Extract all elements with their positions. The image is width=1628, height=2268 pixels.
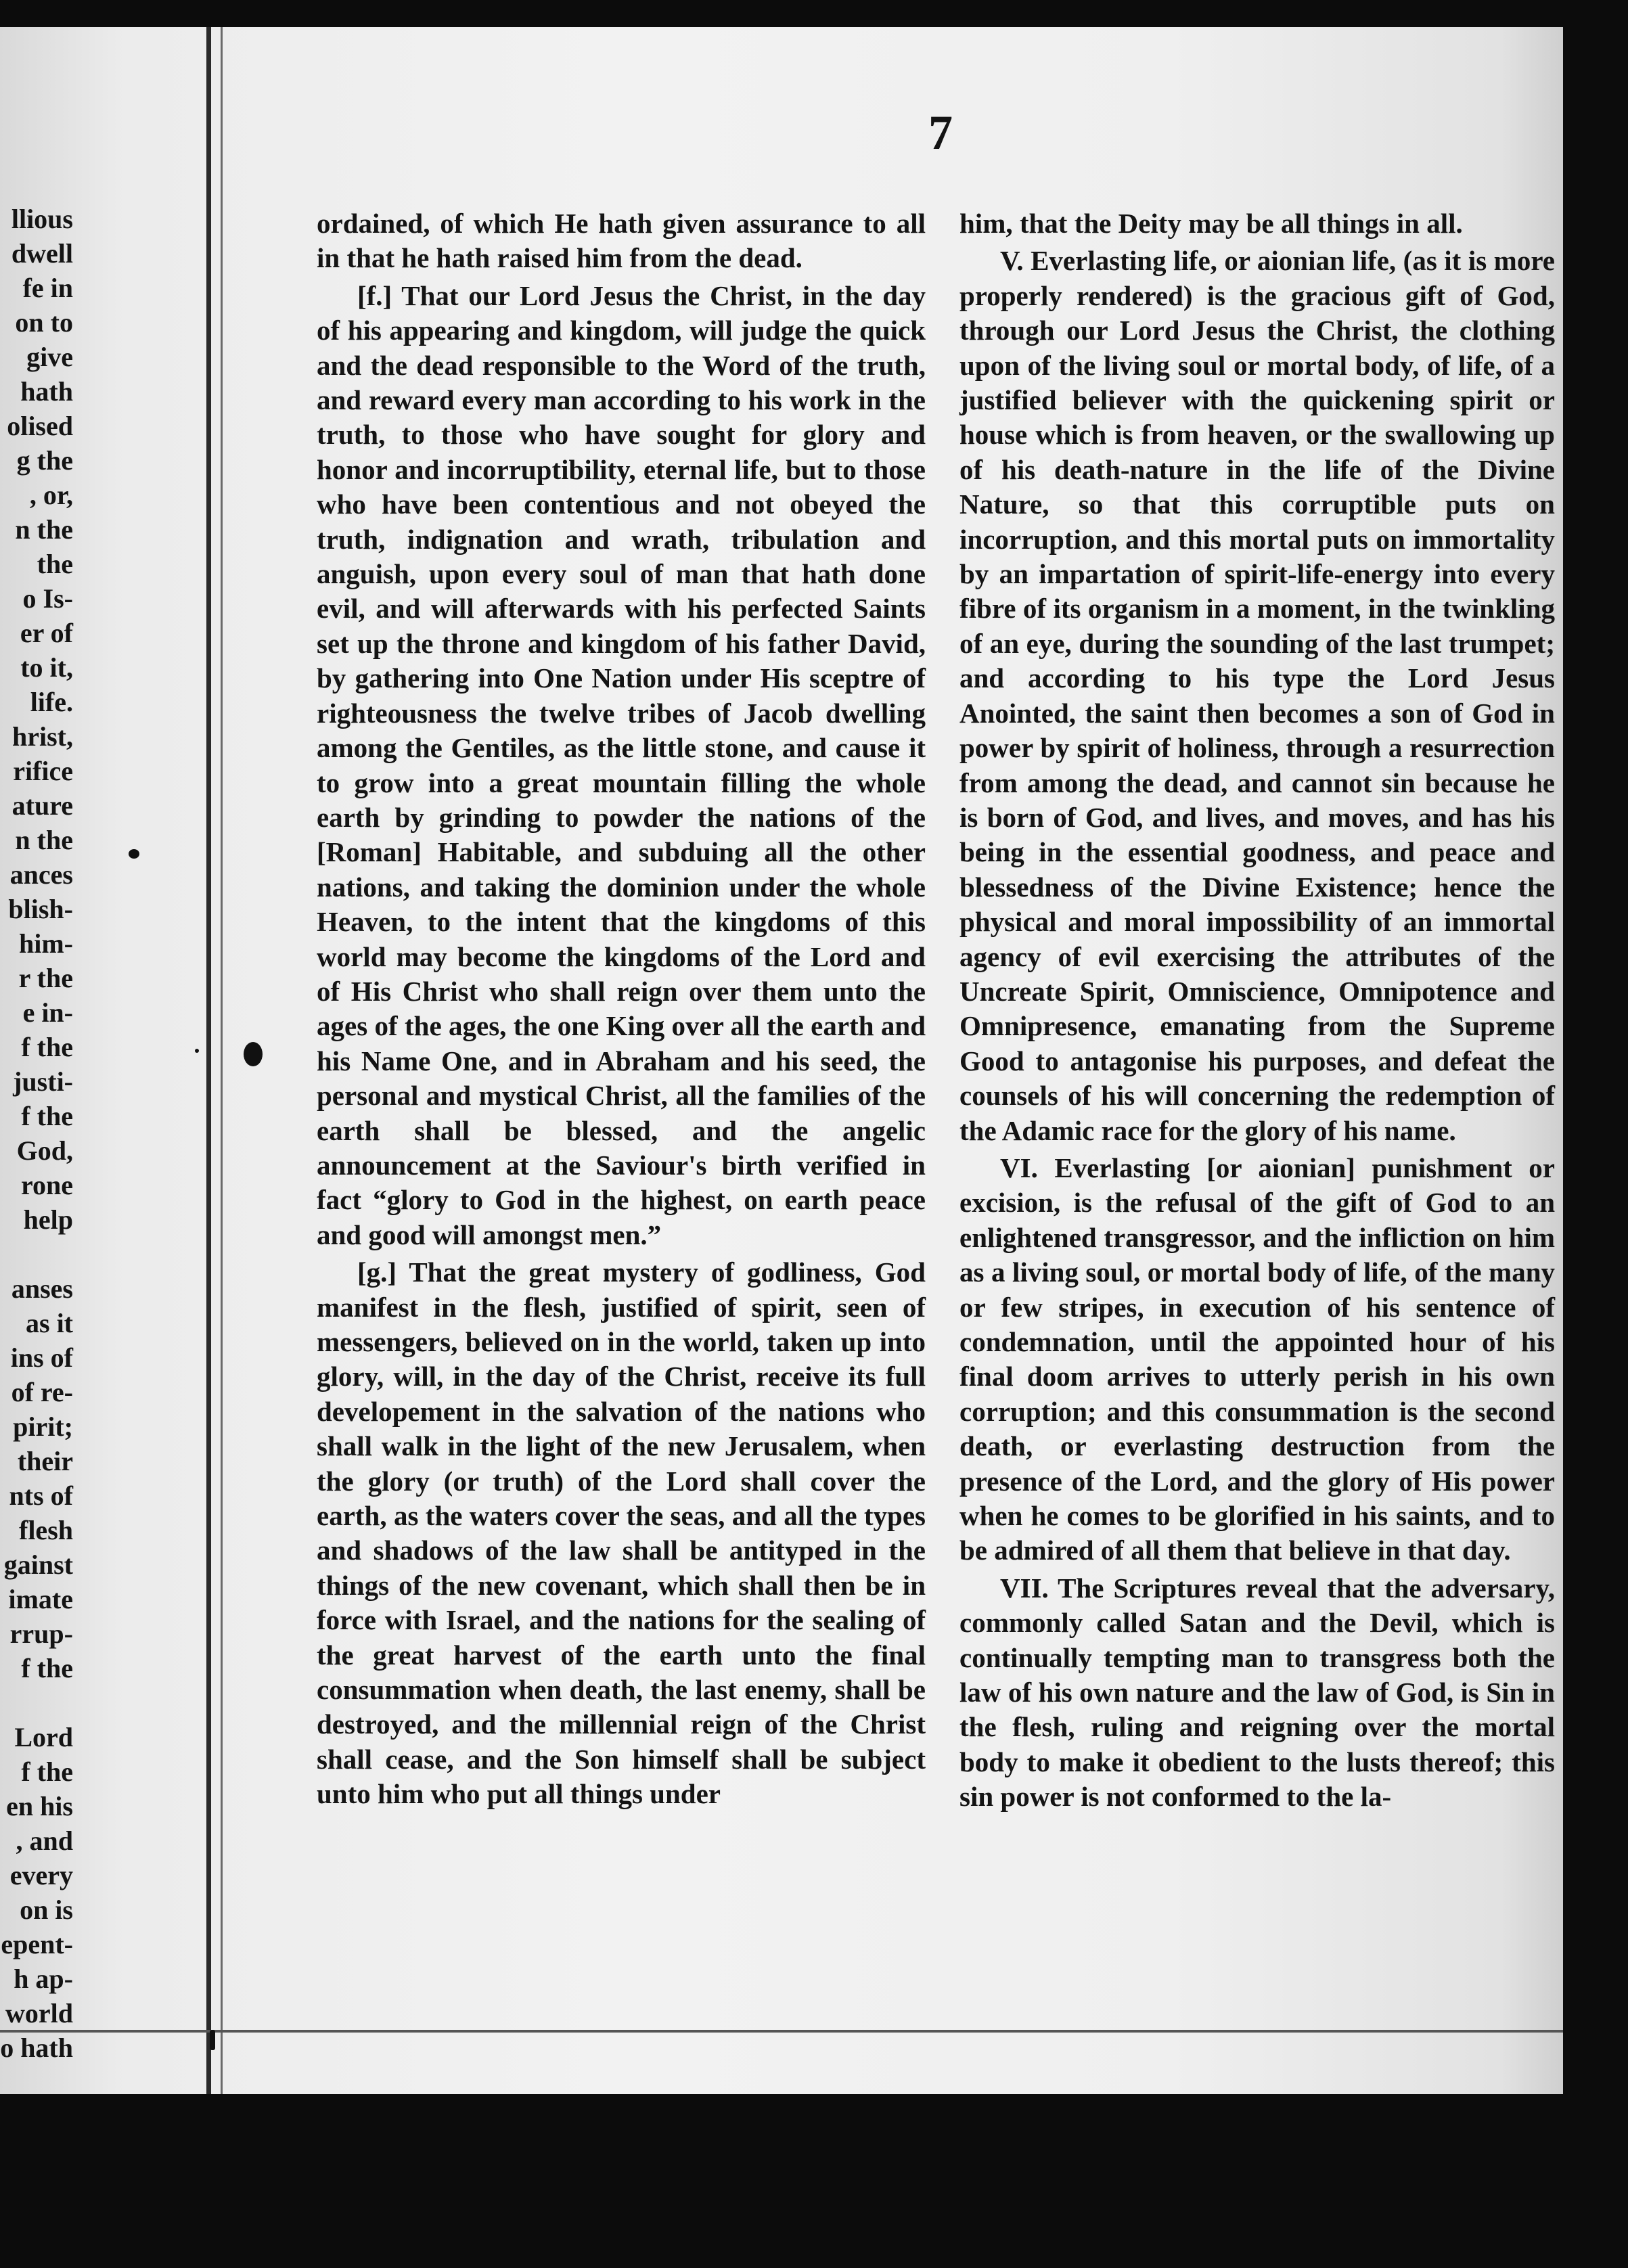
left-fragment-line: epent- [1,1929,73,1959]
paragraph-vii-scriptures: VII. The Scriptures reveal that the adversary, commonly called Satan and the Devil, which is continually tempting man to transgress both the law of his own nature and the law of God, is Sin in the flesh, ruling and reigning over the mortal body to make it obedient to the lusts thereof; this sin power is not conformed to the la- [959,1572,1555,1813]
left-fragment-line: hath [20,376,73,407]
left-fragment-line: n the [15,825,73,855]
column-rule-left [206,27,211,2094]
paragraph-continuation: ordained, of which He hath given assurance to all in that he hath raised him from the dead. [317,208,926,274]
column-rule-left-thin [221,27,223,2094]
left-fragment-line: en his [6,1791,73,1821]
left-fragment-line: as it [26,1308,73,1338]
left-fragment-line: , or, [29,480,73,510]
left-fragment-line: f the [21,1653,73,1683]
left-fragment-line: f the [21,1032,73,1062]
bottom-rule [0,2030,1563,2033]
paragraph-g: [g.] That the great mystery of godliness, God manifest in the flesh, justified of spirit, seen of messengers, believed on in the world, taken up into glory, will, in the day of the Christ, receive its full developement in the salvation of the nations who shall walk in the light of the new Jerusalem, when the glory (or truth) of the Lord shall cover the earth, as the waters cover the seas, and all the types and shadows of the law shall be antityped in the things of the new covenant, which shall then be in force with Israel, and the nations for the sealing of the great harvest of the earth unto the final consummation when death, the last enemy, shall be destroyed, and the millennial reign of the Christ shall cease, and the Son himself shall be subject unto him who put all things under [317,1256,926,1810]
left-fragment-line: every [9,1860,73,1890]
left-fragment-line: justi- [13,1066,73,1097]
newspaper-page [0,27,1563,2094]
left-fragment-line: ature [12,790,73,821]
left-fragment-line: blish- [8,894,73,924]
left-column-fragments [0,202,73,2065]
left-fragment-line [0,1237,73,1271]
left-fragment-line: llious [11,204,73,234]
left-fragment-line: ins of [10,1342,73,1373]
left-fragment-line [0,1685,73,1720]
right-column [959,206,1555,1815]
left-fragment-line: on to [15,307,73,338]
ink-blot [244,1042,263,1066]
left-fragment-line: r the [18,963,73,993]
left-fragment-line: fe in [22,273,73,303]
ink-speck [210,2030,215,2050]
left-fragment-line: f the [21,1756,73,1787]
left-fragment-line: er of [20,618,73,648]
left-fragment-line: God, [16,1135,73,1166]
left-fragment-line: world [5,1998,73,2028]
left-fragment-line: hrist, [12,721,73,752]
left-fragment-line: on is [20,1895,73,1925]
left-fragment-line: gainst [3,1549,73,1580]
left-fragment-line: flesh [19,1515,73,1545]
left-fragment-line: e in- [22,997,73,1028]
paragraph-vi-everlasting-punishment: VI. Everlasting [or aionian] punishment or excision, is the refusal of the gift of God to an enlightened transgressor, and the infliction on him as a living soul, or mortal body of life, of the many or few stripes, in execution of his sentence of condemnation, until the appointed hour of his final doom arrives to utterly perish in his own corruption; and this consummation is the second death, or everlasting destruction from the presence of the Lord, and the glory of His power when he comes to be glorified in his saints, and to be admired of all them that believe in that day. [959,1152,1555,1566]
left-fragment-line: , and [16,1825,73,1856]
left-fragment-line: g the [16,445,73,476]
left-fragment-line: ances [9,859,73,890]
left-fragment-line: rone [20,1170,73,1200]
left-fragment-line: him- [19,928,73,959]
left-fragment-line: Lord [14,1722,73,1752]
left-fragment-line: rrup- [9,1618,73,1649]
left-fragment-line: nts of [9,1480,73,1511]
left-fragment-line: the [37,549,73,579]
left-fragment-line: their [17,1446,73,1476]
left-fragment-line: n the [15,514,73,545]
left-fragment-line: dwell [11,238,73,269]
paragraph-v-everlasting-life: V. Everlasting life, or aionian life, (as it is more properly rendered) is the gracious gift of God, through our Lord Jesus the Christ, the clothing upon of the living soul or mortal body, of life, of a justified believer with the quickening spirit or house which is from heaven, or the swallowing up of his death-nature in the life of the Divine Nature, so that this corruptible puts on incorruption, and this mortal puts on immortality by an impartation of spirit-life-energy into every fibre of its organism in a moment, in the twinkling of an eye, during the sounding of the last trumpet; and according to his type the Lord Jesus Anointed, the saint then becomes a son of God in power by spirit of holiness, through a resurrection from among the dead, and cannot sin because he is born of God, and lives, and moves, and has his being in the essential goodness, and peace and blessedness of the Divine Existence; hence the physical and moral impossibility of an immortal agency of evil exercising the attributes of the Uncreate Spirit, Omniscience, Omnipotence and Omnipresence, emanating from the Supreme Good to antagonise his purposes, and defeat the counsels of his will concerning the redemption of the Adamic race for the glory of his name. [959,245,1555,1146]
paragraph-continuation-right: him, that the Deity may be all things in all. [959,208,1463,239]
ink-speck [195,1049,199,1053]
left-fragment-line: imate [8,1584,73,1614]
left-fragment-line: to it, [20,652,73,683]
left-fragment-line: f the [21,1101,73,1131]
left-fragment-line: o Is- [22,583,73,614]
left-fragment-line: help [23,1204,73,1235]
left-fragment-line: of re- [11,1377,73,1407]
left-fragment-line: pirit; [13,1411,73,1442]
left-fragment-line: give [26,342,73,372]
left-fragment-line: o hath [0,2033,73,2063]
left-fragment-line: life. [30,687,73,717]
middle-column [317,206,926,1812]
paragraph-f: [f.] That our Lord Jesus the Christ, in the day of his appearing and kingdom, will judge the quick and the dead responsible to the Word of the truth, and reward every man according to his work in the truth, to those who have sought for glory and honor and incorruptibility, eternal life, but to those who have been contentious and not obeyed the truth, indignation and wrath, tribulation and anguish, upon every soul of man that hath done evil, and will afterwards with his perfected Saints set up the throne and kingdom of his father David, by gathering into One Nation under His sceptre of righteousness the twelve tribes of Jacob dwelling among the Gentiles, as the little stone, and cause it to grow into a great mountain filling the whole earth by grinding to powder the nations of the [Roman] Habitable, and subduing all the other nations, and taking the dominion under the whole Heaven, to the intent that the kingdoms of this world may become the kingdoms of the Lord and of His Christ who shall reign over them unto the ages of the ages, the one King over all the earth and his Name One, and in Abraham and his seed, the personal and mystical Christ, all the families of the earth shall be blessed, and the angelic announcement at the Saviour's birth verified in fact “glory to God in the highest, on earth peace and good will amongst men.” [317,279,926,1250]
left-fragment-line: h ap- [14,1964,73,1994]
ink-speck [129,849,139,859]
left-fragment-line: rifice [13,756,73,786]
left-fragment-line: olised [7,411,73,441]
page-number: 7 [928,106,953,160]
left-fragment-line: anses [11,1273,73,1304]
